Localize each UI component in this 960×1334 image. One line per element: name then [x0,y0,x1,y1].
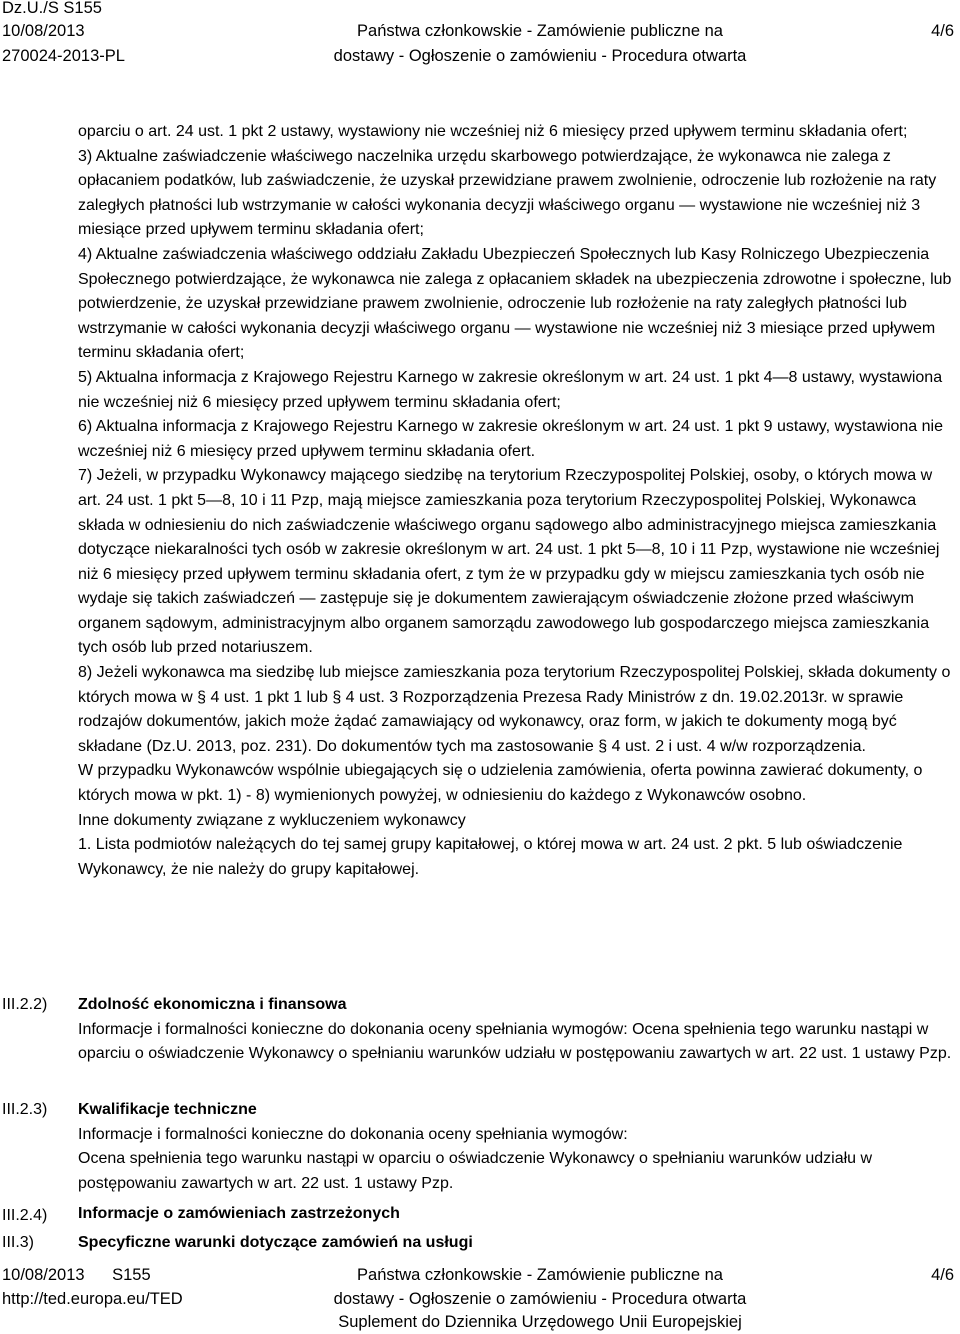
paragraph: 5) Aktualna informacja z Krajowego Rejestru Karnego w zakresie określonym w art. 24 ust. 1 pkt 4—8 ustawy, wystawiona nie wcześniej niż 6 miesięcy przed upływem terminu składania ofert; [78,368,943,411]
section-technical-capacity [78,1098,958,1196]
section-number: III.2.3) [2,1101,48,1118]
section-text: Informacje i formalności konieczne do dokonania oceny spełniania wymogów: [78,1125,628,1143]
paragraph: 8) Jeżeli wykonawca ma siedzibę lub miejsce zamieszkania poza terytorium Rzeczypospolitej Polskiej, składa dokumenty o których mowa w § 4 ust. 1 pkt 1 lub § 4 ust. 3 Rozporządzenia Prezesa Rady Ministrów z dn. 19.02.2013r. w sprawie rodzajów dokumentów, jakich może żądać zamawiający od wykonawcy, oraz form, w jakich te dokumenty mogą być składane (Dz.U. 2013, poz. 231). Do dokumentów tych ma zastosowanie § 4 ust. 2 i ust. 4 w/w rozporządzenia. [78,664,951,755]
section-text: Ocena spełnienia tego warunku nastąpi w oparciu o oświadczenie Wykonawcy o spełnianiu warunków udziału w postępowaniu zawartych w art. 22 ust. 1 ustawy Pzp. [78,1150,873,1192]
header-page-number: 4/6 [931,22,954,40]
paragraph: 3) Aktualne zaświadczenie właściwego naczelnika urzędu skarbowego potwierdzające, że wykonawca nie zalega z opłacaniem podatków, lub zaświadczenie, że uzyskał przewidziane prawem zwolnienie, odroczenie lub rozłożenie na raty zaległych płatności lub wstrzymanie w całości wykonania decyzji właściwego organu — wystawione nie wcześniej niż 3 miesiące przed upływem terminu składania ofert; [78,147,937,239]
section-title: Specyficzne warunki dotyczące zamówień na usługi [78,1234,473,1251]
section-number: III.3) [2,1234,35,1251]
header-title-line-2: dostawy - Ogłoszenie o zamówieniu - Procedura otwarta [333,47,747,65]
continuation-text [78,120,958,882]
paragraph: Inne dokumenty związane z wykluczeniem wykonawcy [78,811,466,829]
footer-url[interactable]: http://ted.europa.eu/TED [2,1290,183,1308]
section-number: III.2.2) [2,996,48,1013]
header-title-line-1: Państwa członkowskie - Zamówienie publiczne na [357,22,723,40]
paragraph: oparciu o art. 24 ust. 1 pkt 2 ustawy, wystawiony nie wcześniej niż 6 miesięcy przed upływem terminu składania ofert; [78,123,908,140]
section-service-conditions [78,1231,958,1256]
section-title: Kwalifikacje techniczne [78,1101,257,1118]
header-notice-id: 270024-2013-PL [2,47,125,65]
header-date: 10/08/2013 [2,22,85,40]
section-title: Zdolność ekonomiczna i finansowa [78,996,347,1013]
footer-page-number: 4/6 [931,1266,954,1284]
paragraph: 1. Lista podmiotów należących do tej samej grupy kapitałowej, o której mowa w art. 24 ust. 2 pkt. 5 lub oświadczenie Wykonawcy, że nie należy do grupy kapitałowej. [78,836,903,878]
footer-title-line-3: Suplement do Dziennika Urzędowego Unii Europejskiej [338,1313,742,1331]
footer-title-line-1: Państwa członkowskie - Zamówienie publiczne na [357,1266,723,1284]
paragraph: 4) Aktualne zaświadczenia właściwego oddziału Zakładu Ubezpieczeń Społecznych lub Kasy Rolniczego Ubezpieczenia Społecznego potwierdzające, że wykonawca nie zalega z opłacaniem składek na ubezpieczenia zdrowotne i społeczne, lub potwierdzenie, że uzyskał przewidziane prawem zwolnienie, odroczenie lub rozłożenie na raty zaległych płatności lub wstrzymanie w całości wykonania decyzji właściwego organu — wystawione nie wcześniej niż 3 miesiące przed upływem terminu składania ofert; [78,245,952,362]
section-title: Informacje o zamówieniach zastrzeżonych [78,1205,400,1222]
header-journal-ref: Dz.U./S S155 [2,0,102,17]
paragraph: 6) Aktualna informacja z Krajowego Rejestru Karnego w zakresie określonym w art. 24 ust. 1 pkt 9 ustawy, wystawiona nie wcześniej niż 6 miesięcy przed upływem terminu składania ofert. [78,418,943,460]
section-text: Informacje i formalności konieczne do dokonania oceny spełniania wymogów: Ocena spełnienia tego warunku nastąpi w oparciu o oświadczenie Wykonawcy o spełnianiu warunków udziału w postępowaniu zawartych w art. 22 ust. 1 ustawy Pzp. [78,1020,952,1063]
paragraph: W przypadku Wykonawców wspólnie ubiegających się o udzielenia zamówienia, oferta powinna zawierać dokumenty, o których mowa w pkt. 1) - 8) wymienionych powyżej, w odniesieniu do każdego z Wykonawców osobno. [78,762,923,805]
section-reserved-contracts [78,1202,958,1227]
section-number: III.2.4) [2,1207,48,1224]
paragraph: 7) Jeżeli, w przypadku Wykonawcy mającego siedzibę na terytorium Rzeczypospolitej Polskiej, osoby, o których mowa w art. 24 ust. 1 pkt 5—8, 10 i 11 Pzp, mają miejsce zamieszkania poza terytorium Rzeczypospolitej Polskiej, Wykonawca składa w odniesieniu do nich zaświadczenie właściwego organu sądowego albo administracyjnego miejsca zamieszkania dotyczące niekaralności tych osób w zakresie określonym w art. 24 ust. 1 pkt 5—8, 10 i 11 Pzp, wystawione nie wcześniej niż 6 miesięcy przed upływem terminu składania ofert, z tym że w przypadku gdy w miejscu zamieszkania tych osób nie wydaje się takich zaświadczeń — zastępuje się je dokumentem zawierającym oświadczenie złożone przed właściwym organem sądowym, administracyjnym albo organem samorządu zawodowego lub gospodarczego miejsca zamieszkania tych osób lub przed notariuszem. [78,467,940,657]
section-economic-capacity [78,993,958,1067]
footer-title-line-2: dostawy - Ogłoszenie o zamówieniu - Procedura otwarta [333,1290,747,1308]
footer-date-issue: 10/08/2013 S155 [2,1266,151,1284]
